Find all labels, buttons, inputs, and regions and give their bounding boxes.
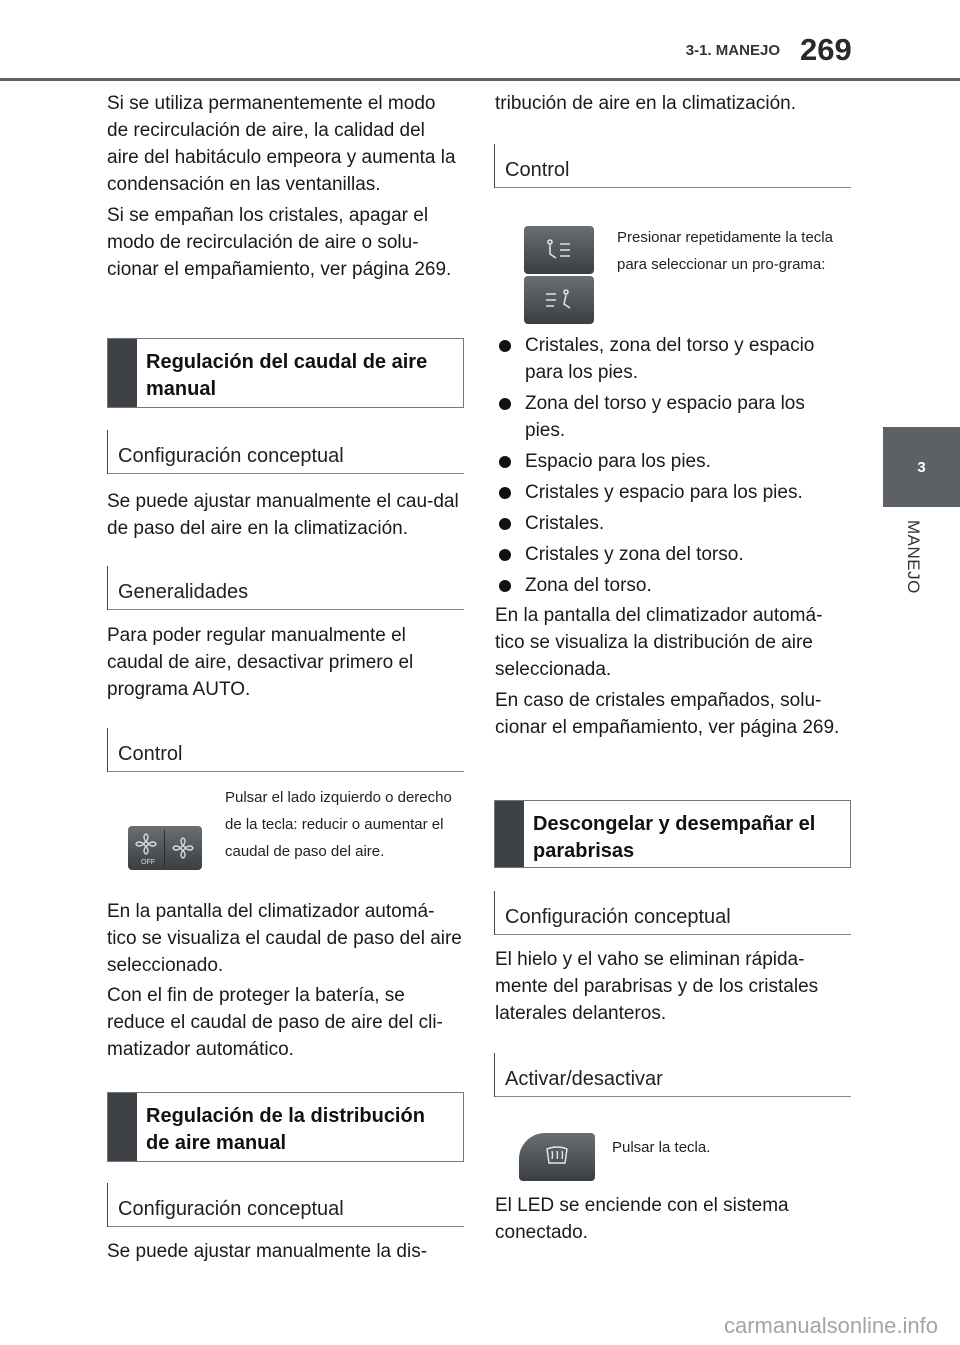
subheading-configuracion-1 — [107, 430, 464, 474]
chapter-label — [899, 520, 939, 610]
subheading-rule — [495, 934, 851, 935]
bullet-icon — [499, 398, 511, 410]
bullet-icon — [499, 580, 511, 592]
subheading-rule — [108, 771, 464, 772]
fan-speed-key-image — [128, 826, 202, 870]
air-distribution-key-image-2 — [524, 276, 594, 324]
right-paragraph-3: En caso de cristales empañados, solu-cionar el empañamiento, ver página 269. — [495, 690, 840, 738]
subheading-generalidades — [107, 566, 464, 610]
section-box-descongelar — [494, 800, 851, 868]
defrost-key-image — [519, 1133, 595, 1181]
subheading-title: Configuración conceptual — [118, 1198, 344, 1220]
section-box-bar — [495, 801, 524, 867]
subheading-control-2 — [494, 144, 851, 188]
section-box-title: Regulación de la distribución de aire manual — [146, 1105, 425, 1154]
subheading-rule — [495, 1096, 851, 1097]
fan-icon — [128, 826, 202, 870]
left-paragraph-3: Se puede ajustar manualmente el cau-dal de paso del aire en la climatización. — [107, 491, 459, 539]
left-paragraph-7: Se puede ajustar manualmente la dis- — [107, 1241, 428, 1262]
bullet-icon — [499, 518, 511, 530]
subheading-configuracion-2 — [107, 1183, 464, 1227]
subheading-title: Configuración conceptual — [505, 906, 731, 928]
left-paragraph-6: Con el fin de proteger la batería, se reduce el caudal de paso de aire del cli-matizador automático. — [107, 985, 443, 1060]
air-distribution-icon — [524, 226, 594, 274]
subheading-rule — [108, 1226, 464, 1227]
subheading-title: Generalidades — [118, 581, 249, 603]
left-paragraph-2: Si se empañan los cristales, apagar el modo de recirculación de aire o solu-cionar el empañamiento, ver página 269. — [107, 205, 452, 280]
list-item-text: Cristales. — [525, 513, 605, 534]
subheading-rule — [108, 609, 464, 610]
distribution-program-list — [495, 332, 850, 599]
left-paragraph-5: En la pantalla del climatizador automá-tico se visualiza el caudal de paso del aire seleccionado. — [107, 901, 462, 976]
list-item — [495, 541, 850, 568]
list-item-text: Cristales, zona del torso y espacio para los pies. — [525, 335, 815, 383]
subheading-activar — [494, 1053, 851, 1097]
subheading-title: Configuración conceptual — [118, 445, 344, 467]
list-item-text: Cristales y zona del torso. — [525, 544, 744, 565]
list-item — [495, 572, 850, 599]
subheading-title: Control — [505, 159, 570, 181]
list-item — [495, 390, 850, 444]
chapter-label-text: MANEJO — [904, 520, 923, 594]
section-box-bar — [108, 339, 137, 407]
windshield-defrost-icon — [519, 1133, 595, 1181]
section-box-title: Regulación del caudal de aire manual — [146, 351, 428, 400]
section-box-bar — [108, 1093, 137, 1161]
list-item-text: Espacio para los pies. — [525, 451, 711, 472]
fan-key-off-label: OFF — [141, 859, 155, 866]
section-box-caudal — [107, 338, 464, 408]
header-rule — [0, 78, 960, 81]
list-item — [495, 479, 850, 506]
right-paragraph-1: tribución de aire en la climatización. — [495, 93, 796, 114]
subheading-configuracion-3 — [494, 891, 851, 935]
list-item — [495, 510, 850, 537]
subheading-rule — [108, 473, 464, 474]
list-item — [495, 448, 850, 475]
left-paragraph-4: Para poder regular manualmente el caudal de aire, desactivar primero el programa AUTO. — [107, 625, 414, 700]
section-box-distribucion — [107, 1092, 464, 1162]
right-paragraph-4: El hielo y el vaho se eliminan rápida-mente del parabrisas y de los cristales laterales delanteros. — [495, 949, 819, 1024]
subheading-control-1 — [107, 728, 464, 772]
bullet-icon — [499, 487, 511, 499]
subheading-rule — [495, 187, 851, 188]
defrost-control-text: Pulsar la tecla. — [612, 1139, 711, 1156]
air-distribution-icon — [524, 276, 594, 324]
bullet-icon — [499, 340, 511, 352]
bullet-icon — [499, 549, 511, 561]
section-box-title: Descongelar y desempañar el parabrisas — [533, 813, 816, 862]
right-paragraph-2: En la pantalla del climatizador automá-tico se visualiza la distribución de aire seleccionada. — [495, 605, 823, 680]
chapter-number: 3 — [917, 458, 926, 476]
left-paragraph-1: Si se utiliza permanentemente el modo de recirculación de aire, la calidad del aire del habitáculo empeora y aumenta la condensación en las ventanillas. — [107, 93, 456, 195]
fan-control-text: Pulsar el lado izquierdo o derecho de la tecla: reducir o aumentar el caudal de paso del aire. — [225, 789, 452, 860]
bullet-icon — [499, 456, 511, 468]
list-item — [495, 332, 850, 386]
chapter-tab — [883, 427, 960, 507]
subheading-title: Activar/desactivar — [505, 1068, 663, 1090]
air-distribution-key-image — [524, 226, 594, 274]
right-paragraph-5: El LED se enciende con el sistema conectado. — [495, 1195, 789, 1243]
list-item-text: Zona del torso y espacio para los pies. — [525, 393, 805, 441]
watermark: carmanualsonline.info — [723, 1313, 938, 1338]
distribution-control-text: Presionar repetidamente la tecla para seleccionar un pro-grama: — [617, 229, 833, 273]
subheading-title: Control — [118, 743, 183, 765]
section-header: 3-1. MANEJO — [685, 42, 780, 59]
page-number: 269 — [800, 32, 852, 67]
list-item-text: Zona del torso. — [525, 575, 652, 596]
list-item-text: Cristales y espacio para los pies. — [525, 482, 803, 503]
